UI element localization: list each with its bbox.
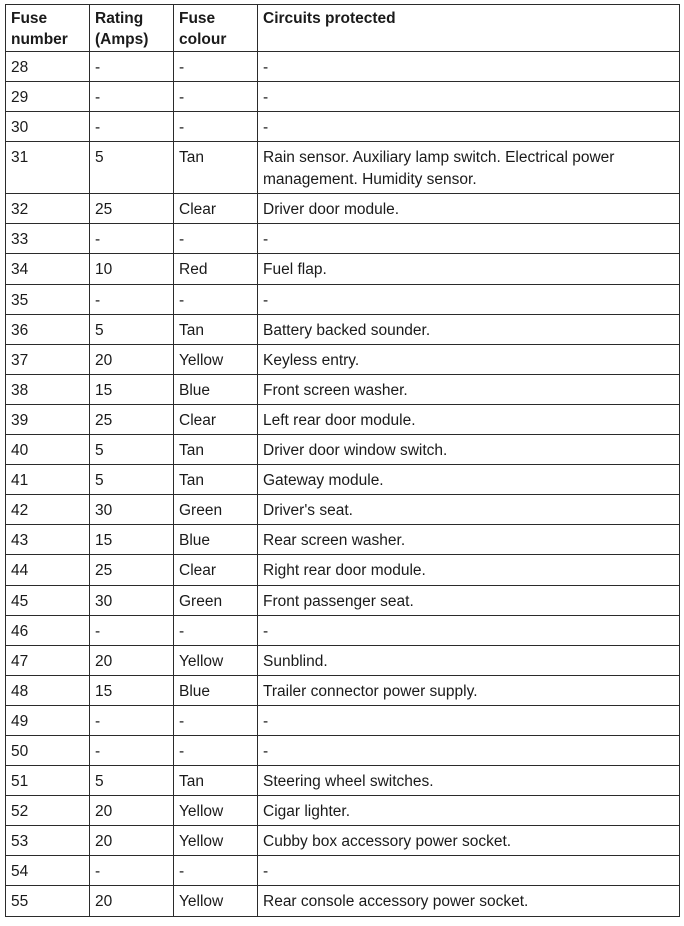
table-row (6, 705, 680, 735)
fuse-colour-cell: - (174, 224, 258, 254)
header-fuse-colour: Fuse colour (174, 5, 258, 52)
fuse-number-cell: 35 (6, 284, 90, 314)
table-row (6, 735, 680, 765)
fuse-colour-cell: Blue (174, 374, 258, 404)
circuits-cell: Rear console accessory power socket. (258, 886, 680, 916)
table-row (6, 142, 680, 194)
fuse-number-cell: 36 (6, 314, 90, 344)
rating-cell: 15 (90, 374, 174, 404)
circuits-cell: Battery backed sounder. (258, 314, 680, 344)
table-row (6, 856, 680, 886)
circuits-cell: Front passenger seat. (258, 585, 680, 615)
fuse-number-cell: 51 (6, 766, 90, 796)
table-row (6, 766, 680, 796)
fuse-colour-cell: Yellow (174, 645, 258, 675)
table-row (6, 525, 680, 555)
header-rating: Rating (Amps) (90, 5, 174, 52)
rating-cell: - (90, 856, 174, 886)
circuits-cell: - (258, 224, 680, 254)
rating-cell: 5 (90, 435, 174, 465)
table-row (6, 224, 680, 254)
fuse-number-cell: 44 (6, 555, 90, 585)
fuse-colour-cell: - (174, 735, 258, 765)
circuits-cell: - (258, 82, 680, 112)
table-row (6, 675, 680, 705)
fuse-number-cell: 53 (6, 826, 90, 856)
table-header (6, 5, 680, 52)
circuits-cell: - (258, 735, 680, 765)
rating-cell: 30 (90, 585, 174, 615)
rating-cell: 25 (90, 194, 174, 224)
table-row (6, 585, 680, 615)
fuse-colour-cell: Clear (174, 555, 258, 585)
fuse-colour-cell: Clear (174, 404, 258, 434)
rating-cell: - (90, 52, 174, 82)
rating-cell: - (90, 82, 174, 112)
fuse-colour-cell: Clear (174, 194, 258, 224)
fuse-colour-cell: Tan (174, 314, 258, 344)
header-circuits-protected: Circuits protected (258, 5, 680, 52)
rating-cell: 5 (90, 314, 174, 344)
rating-cell: - (90, 112, 174, 142)
circuits-cell: Rear screen washer. (258, 525, 680, 555)
fuse-colour-cell: Yellow (174, 344, 258, 374)
rating-cell: 5 (90, 465, 174, 495)
table-row (6, 645, 680, 675)
circuits-cell: - (258, 615, 680, 645)
fuse-number-cell: 43 (6, 525, 90, 555)
fuse-number-cell: 54 (6, 856, 90, 886)
table-row (6, 826, 680, 856)
rating-cell: 5 (90, 142, 174, 194)
circuits-cell: - (258, 284, 680, 314)
rating-cell: 20 (90, 886, 174, 916)
fuse-number-cell: 50 (6, 735, 90, 765)
rating-cell: - (90, 615, 174, 645)
circuits-cell: Steering wheel switches. (258, 766, 680, 796)
circuits-cell: - (258, 52, 680, 82)
fuse-colour-cell: - (174, 52, 258, 82)
circuits-cell: Cigar lighter. (258, 796, 680, 826)
fuse-number-cell: 49 (6, 705, 90, 735)
fuse-number-cell: 33 (6, 224, 90, 254)
fuse-colour-cell: Yellow (174, 886, 258, 916)
fuse-number-cell: 52 (6, 796, 90, 826)
rating-cell: 25 (90, 555, 174, 585)
fuse-colour-cell: Yellow (174, 826, 258, 856)
rating-cell: - (90, 735, 174, 765)
fuse-number-cell: 47 (6, 645, 90, 675)
header-fuse-number: Fuse number (6, 5, 90, 52)
fuse-number-cell: 38 (6, 374, 90, 404)
table-row (6, 435, 680, 465)
fuse-number-cell: 41 (6, 465, 90, 495)
circuits-cell: Sunblind. (258, 645, 680, 675)
table-row (6, 254, 680, 284)
header-row (6, 5, 680, 52)
table-row (6, 615, 680, 645)
circuits-cell: - (258, 856, 680, 886)
rating-cell: 5 (90, 766, 174, 796)
fuse-colour-cell: - (174, 112, 258, 142)
fuse-colour-cell: - (174, 705, 258, 735)
fuse-number-cell: 32 (6, 194, 90, 224)
fuse-colour-cell: Tan (174, 766, 258, 796)
rating-cell: 15 (90, 675, 174, 705)
rating-cell: 15 (90, 525, 174, 555)
fuse-colour-cell: Tan (174, 465, 258, 495)
rating-cell: 25 (90, 404, 174, 434)
fuse-colour-cell: Green (174, 585, 258, 615)
fuse-number-cell: 48 (6, 675, 90, 705)
rating-cell: - (90, 284, 174, 314)
rating-cell: 20 (90, 796, 174, 826)
table-row (6, 374, 680, 404)
circuits-cell: Trailer connector power supply. (258, 675, 680, 705)
fuse-number-cell: 34 (6, 254, 90, 284)
fuse-number-cell: 28 (6, 52, 90, 82)
table-row (6, 465, 680, 495)
fuse-colour-cell: - (174, 615, 258, 645)
circuits-cell: Rain sensor. Auxiliary lamp switch. Electrical power management. Humidity sensor. (258, 142, 680, 194)
fuse-colour-cell: - (174, 82, 258, 112)
fuse-number-cell: 31 (6, 142, 90, 194)
table-row (6, 796, 680, 826)
table-row (6, 52, 680, 82)
circuits-cell: Cubby box accessory power socket. (258, 826, 680, 856)
table-row (6, 495, 680, 525)
fuse-colour-cell: Yellow (174, 796, 258, 826)
rating-cell: 20 (90, 826, 174, 856)
fuse-colour-cell: Tan (174, 435, 258, 465)
fuse-number-cell: 42 (6, 495, 90, 525)
table-row (6, 886, 680, 916)
circuits-cell: Right rear door module. (258, 555, 680, 585)
circuits-cell: - (258, 112, 680, 142)
fuse-colour-cell: Tan (174, 142, 258, 194)
fuse-number-cell: 55 (6, 886, 90, 916)
rating-cell: 30 (90, 495, 174, 525)
table-row (6, 314, 680, 344)
fuse-colour-cell: Blue (174, 525, 258, 555)
fuse-number-cell: 37 (6, 344, 90, 374)
table-row (6, 404, 680, 434)
circuits-cell: Front screen washer. (258, 374, 680, 404)
rating-cell: 20 (90, 645, 174, 675)
fuse-colour-cell: Green (174, 495, 258, 525)
fuse-colour-cell: Red (174, 254, 258, 284)
table-row (6, 82, 680, 112)
rating-cell: 10 (90, 254, 174, 284)
rating-cell: - (90, 224, 174, 254)
table-row (6, 344, 680, 374)
table-body (6, 52, 680, 917)
circuits-cell: Driver's seat. (258, 495, 680, 525)
fuse-number-cell: 29 (6, 82, 90, 112)
fuse-number-cell: 46 (6, 615, 90, 645)
circuits-cell: Keyless entry. (258, 344, 680, 374)
fuse-number-cell: 39 (6, 404, 90, 434)
circuits-cell: Driver door module. (258, 194, 680, 224)
rating-cell: - (90, 705, 174, 735)
circuits-cell: Driver door window switch. (258, 435, 680, 465)
table-row (6, 194, 680, 224)
fuse-colour-cell: Blue (174, 675, 258, 705)
table-row (6, 555, 680, 585)
fuse-number-cell: 45 (6, 585, 90, 615)
circuits-cell: - (258, 705, 680, 735)
circuits-cell: Left rear door module. (258, 404, 680, 434)
fuse-table (5, 4, 680, 917)
fuse-number-cell: 30 (6, 112, 90, 142)
rating-cell: 20 (90, 344, 174, 374)
fuse-number-cell: 40 (6, 435, 90, 465)
circuits-cell: Fuel flap. (258, 254, 680, 284)
table-row (6, 112, 680, 142)
circuits-cell: Gateway module. (258, 465, 680, 495)
table-row (6, 284, 680, 314)
fuse-colour-cell: - (174, 284, 258, 314)
fuse-colour-cell: - (174, 856, 258, 886)
